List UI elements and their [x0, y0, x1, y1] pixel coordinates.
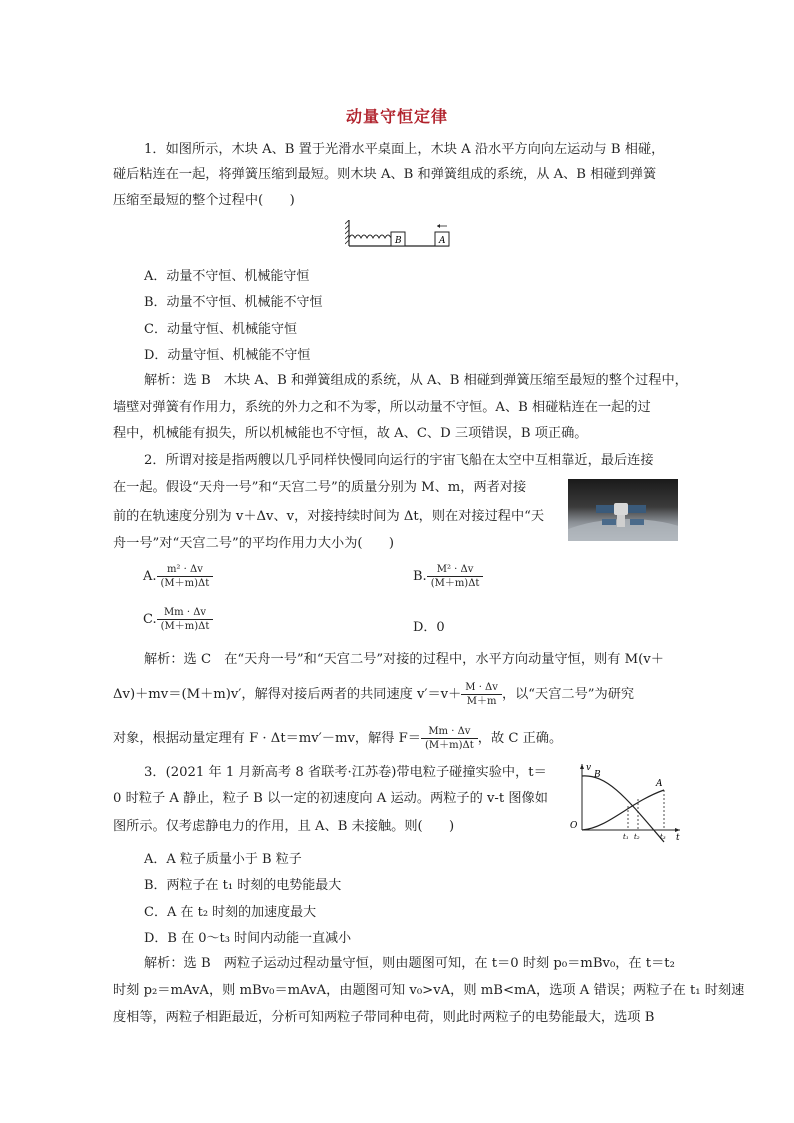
q3-vt-graph	[568, 762, 684, 844]
block-b-label: B	[395, 236, 402, 246]
answer-text: 对象，根据动量定理有 F · Δt＝mv′－mv，解得 F＝	[113, 731, 421, 746]
q1-answer-line-3: 程中，机械能有损失，所以机械能也不守恒，故 A、C、D 三项错误，B 项正确。	[113, 426, 588, 441]
t-axis-label: t	[676, 833, 680, 843]
answer-text: ，以“天宫二号”为研究	[501, 687, 635, 702]
q2-answer-line-1: 解析：选 C 在“天舟一号”和“天宫二号”对接的过程中，水平方向动量守恒，则有 M(v＋	[144, 652, 664, 667]
q1-stem-line-2: 碰后粘连在一起，将弹簧压缩到最短。则木块 A、B 和弹簧组成的系统，从 A、B 相碰到弹簧	[113, 167, 657, 182]
answer-text: ，故 C 正确。	[477, 731, 563, 746]
q2-option-a-fraction	[157, 563, 214, 590]
q1-answer-line-1: 解析：选 B 木块 A、B 和弹簧组成的系统，从 A、B 相碰到弹簧压缩至最短的整个过程中，	[144, 373, 688, 388]
fraction-denominator: (M＋m)Δt	[430, 578, 480, 589]
q2-stem-line-2: 在一起。假设“天舟一号”和“天宫二号”的质量分别为 M、m，两者对接	[113, 480, 527, 495]
t3-label: t₃	[660, 833, 666, 841]
q2-answer-fraction-2	[421, 725, 478, 752]
q2-option-c	[143, 606, 213, 633]
fraction-denominator: M＋m	[466, 696, 497, 707]
q3-option-d: D．B 在 0～t₃ 时间内动能一直减小	[144, 931, 352, 946]
q1-answer-line-2: 墙壁对弹簧有作用力，系统的外力之和不为零，所以动量不守恒。A、B 相碰粘连在一起的过	[113, 400, 651, 415]
fraction-numerator: Mm · Δv	[157, 606, 214, 620]
q3-option-c: C．A 在 t₂ 时刻的加速度最大	[144, 905, 317, 920]
space-station-photo	[568, 479, 678, 541]
fraction-numerator: Mm · Δv	[421, 725, 478, 739]
fraction-denominator: (M＋m)Δt	[425, 740, 474, 751]
fraction-numerator: M² · Δv	[427, 563, 484, 577]
q2-answer-line-2	[113, 681, 634, 708]
q1-spring-block-figure	[345, 220, 455, 250]
fraction-numerator: M · Δv	[461, 681, 502, 695]
q2-option-a	[143, 563, 213, 590]
q1-option-d: D．动量守恒、机械能不守恒	[144, 348, 311, 363]
q2-option-b-label: B.	[413, 569, 427, 584]
q2-stem-line-3: 前的在轨速度分别为 v＋Δv、v，对接持续时间为 Δt，则在对接过程中“天	[113, 509, 545, 524]
q2-option-c-fraction	[157, 606, 214, 633]
q2-stem-line-1: 2．所谓对接是指两艘以几乎同样快慢同向运行的宇宙飞船在太空中互相靠近，最后连接	[144, 453, 654, 468]
q2-option-a-label: A.	[143, 569, 157, 584]
q2-answer-fraction-1	[461, 681, 502, 708]
q1-option-c: C．动量守恒、机械能守恒	[144, 322, 297, 337]
q3-answer-line-1: 解析：选 B 两粒子运动过程动量守恒，则由题图可知，在 t＝0 时刻 p₀＝mBv₀，在 t＝t₂	[144, 956, 675, 971]
t2-label: t₂	[634, 833, 640, 841]
fraction-denominator: (M＋m)Δt	[160, 621, 210, 632]
v-axis-label: v	[586, 763, 592, 773]
q2-option-d: D．0	[413, 620, 445, 635]
fraction-numerator: m² · Δv	[157, 563, 214, 577]
q1-option-b: B．动量不守恒、机械能不守恒	[144, 295, 323, 310]
q2-option-b	[413, 563, 483, 590]
q3-stem-line-1: 3．(2021 年 1 月新高考 8 省联考·江苏卷)带电粒子碰撞实验中，t＝	[144, 765, 547, 780]
q1-stem-line-3: 压缩至最短的整个过程中( )	[113, 193, 295, 208]
q3-stem-line-3: 图所示。仅考虑静电力的作用，且 A、B 未接触。则( )	[113, 819, 455, 834]
t1-label: t₁	[623, 833, 629, 841]
q3-answer-line-2: 时刻 p₂＝mAvA，则 mBv₀＝mAvA，由题图可知 v₀>vA，则 mB<mA，选项 A 错误；两粒子在 t₁ 时刻速	[113, 983, 745, 998]
fraction-denominator: (M＋m)Δt	[160, 578, 210, 589]
q3-option-b: B．两粒子在 t₁ 时刻的电势能最大	[144, 878, 342, 893]
curve-a-label: A	[656, 779, 663, 789]
q3-option-a: A．A 粒子质量小于 B 粒子	[144, 852, 302, 867]
answer-text: Δv)＋mv＝(M＋m)v′，解得对接后两者的共同速度 v′＝v＋	[113, 687, 462, 702]
page-title: 动量守恒定律	[345, 107, 448, 126]
block-a-label: A	[439, 236, 446, 246]
q3-answer-line-3: 度相等，两粒子相距最近，分析可知两粒子带同种电荷，则此时两粒子的电势能最大，选项 B	[113, 1010, 655, 1025]
q1-stem-line-1: 1．如图所示，木块 A、B 置于光滑水平桌面上，木块 A 沿水平方向向左运动与 B 相碰，	[144, 142, 665, 157]
origin-label: O	[570, 821, 578, 831]
q2-option-c-label: C.	[143, 612, 157, 627]
q1-option-a: A．动量不守恒、机械能守恒	[144, 269, 310, 284]
curve-b-label: B	[594, 770, 601, 780]
q3-stem-line-2: 0 时粒子 A 静止，粒子 B 以一定的初速度向 A 运动。两粒子的 v-t 图像如	[113, 791, 548, 806]
q2-stem-line-4: 舟一号”对“天宫二号”的平均作用力大小为( )	[113, 536, 395, 551]
q2-option-b-fraction	[427, 563, 484, 590]
q2-answer-line-3	[113, 725, 562, 752]
